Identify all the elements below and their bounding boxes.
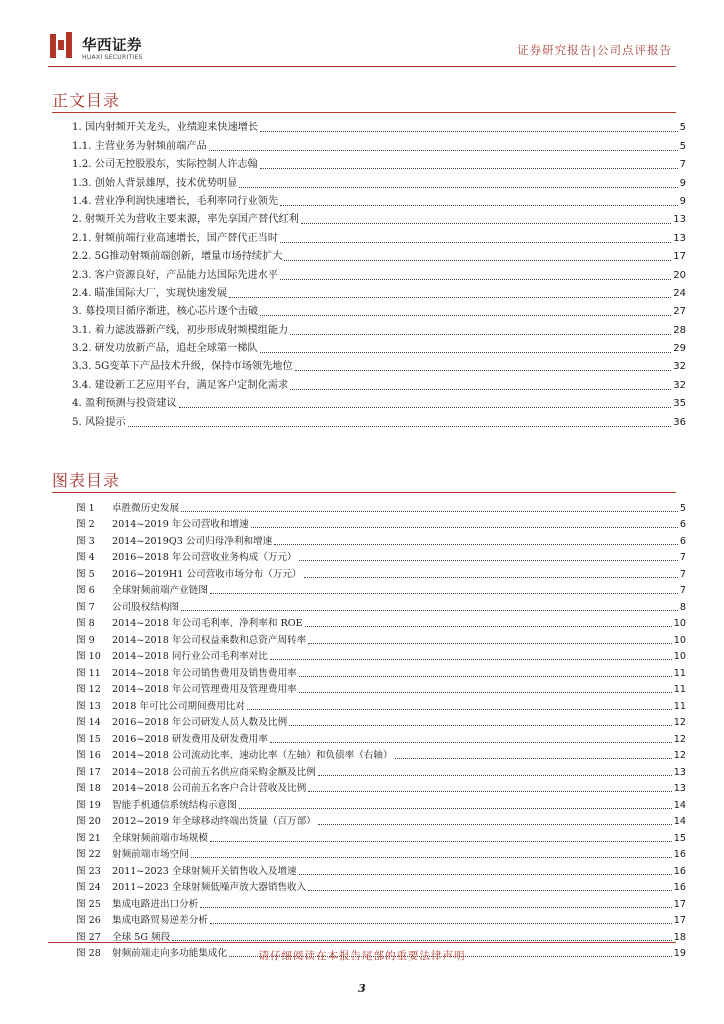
figure-item[interactable] bbox=[76, 498, 686, 515]
figure-title: 2014~2018 同行业公司毛利率对比 bbox=[112, 651, 268, 662]
figure-leader-dots bbox=[251, 527, 678, 528]
figure-title: 2018 年可比公司期间费用比对 bbox=[112, 700, 245, 712]
figure-title: 2012~2019 年全球移动终端出货量（百万部） bbox=[112, 816, 316, 827]
toc-item-title: 2.1. 射频前端行业高速增长，国产替代正当时 bbox=[72, 232, 279, 244]
figure-title: 2016~2018 年公司营收业务构成（万元） bbox=[112, 552, 297, 563]
toc-item-page: 35 bbox=[673, 398, 686, 410]
figure-label: 图 27 bbox=[76, 931, 101, 943]
figure-leader-dots bbox=[304, 577, 678, 578]
toc-item-title: 2.2. 5G推动射频前端创新，增量市场持续扩大 bbox=[72, 251, 283, 263]
figure-leader-dots bbox=[308, 791, 672, 792]
toc-item-page: 7 bbox=[679, 159, 686, 171]
figure-leader-dots bbox=[305, 626, 672, 627]
figure-item[interactable] bbox=[76, 614, 686, 631]
toc-title: 正文目录 bbox=[52, 91, 121, 110]
figure-leader-dots bbox=[247, 709, 672, 710]
figure-leader-dots bbox=[308, 643, 672, 644]
toc-leader-dots bbox=[301, 223, 671, 224]
toc-item-page: 20 bbox=[673, 269, 686, 281]
toc-item-title: 1. 国内射频开关龙头，业绩迎来快速增长 bbox=[72, 122, 259, 134]
figure-page: 18 bbox=[673, 931, 686, 943]
figure-leader-dots bbox=[181, 610, 678, 611]
figure-leader-dots bbox=[239, 808, 672, 809]
figure-title: 2014~2018 年公司毛利率、净利率和 ROE bbox=[112, 618, 303, 629]
toc-leader-dots bbox=[284, 260, 671, 261]
figure-item[interactable] bbox=[76, 878, 686, 895]
toc-item-page: 32 bbox=[673, 361, 686, 373]
figure-label: 图 24 bbox=[76, 882, 101, 893]
toc-item[interactable] bbox=[72, 283, 686, 301]
toc-leader-dots bbox=[290, 334, 671, 335]
figure-leader-dots bbox=[299, 692, 672, 693]
figure-title: 2014~2018 公司流动比率、速动比率（左轴）和负债率（右轴） bbox=[112, 750, 393, 761]
figure-item[interactable] bbox=[76, 828, 686, 845]
figure-label: 图 11 bbox=[76, 667, 101, 679]
figure-leader-dots bbox=[270, 742, 672, 743]
toc-item[interactable] bbox=[72, 154, 686, 172]
toc-leader-dots bbox=[128, 426, 672, 427]
figure-label: 图 23 bbox=[76, 865, 101, 877]
toc-leader-dots bbox=[209, 150, 678, 151]
figure-item[interactable] bbox=[76, 861, 686, 878]
toc-item-page: 36 bbox=[673, 416, 686, 428]
figure-title: 全球射频前端产业链图 bbox=[112, 585, 208, 596]
figure-page: 15 bbox=[673, 832, 686, 844]
figure-item[interactable] bbox=[76, 597, 686, 614]
toc-item-title: 3. 募投项目循序渐进，核心芯片逐个击破 bbox=[72, 306, 259, 318]
toc-item[interactable] bbox=[72, 338, 686, 356]
figure-leader-dots bbox=[191, 857, 672, 858]
figure-leader-dots bbox=[308, 890, 672, 891]
figure-label: 图 7 bbox=[76, 601, 95, 613]
figure-leader-dots bbox=[210, 841, 672, 842]
toc-item[interactable] bbox=[72, 393, 686, 411]
figure-leader-dots bbox=[181, 511, 678, 512]
figure-title: 全球 5G 频段 bbox=[112, 931, 171, 943]
figure-page: 7 bbox=[679, 585, 686, 596]
footer-divider bbox=[48, 942, 676, 943]
figure-leader-dots bbox=[270, 659, 672, 660]
figure-label: 图 4 bbox=[76, 552, 95, 563]
toc-item-title: 3.2. 研发功放新产品，追赶全球第一梯队 bbox=[72, 343, 258, 355]
toc-item-page: 17 bbox=[673, 251, 686, 263]
figure-title: 集成电路进出口分析 bbox=[112, 898, 199, 910]
figure-leader-dots bbox=[289, 725, 672, 726]
figure-title: 2014~2019 年公司营收和增速 bbox=[112, 519, 249, 530]
figure-page: 16 bbox=[673, 865, 686, 877]
figure-item[interactable] bbox=[76, 746, 686, 763]
toc-leader-dots bbox=[280, 205, 678, 206]
figure-label: 图 22 bbox=[76, 849, 101, 860]
figure-label: 图 16 bbox=[76, 750, 101, 761]
figure-label: 图 17 bbox=[76, 766, 101, 778]
toc-item-title: 2.4. 瞄准国际大厂，实现快速发展 bbox=[72, 287, 228, 299]
figure-leader-dots bbox=[200, 907, 671, 908]
figure-title: 智能手机通信系统结构示意图 bbox=[112, 799, 237, 811]
figure-leader-dots bbox=[274, 544, 678, 545]
toc-item-page: 13 bbox=[673, 214, 686, 226]
figure-item[interactable] bbox=[76, 845, 686, 862]
toc-leader-dots bbox=[179, 407, 672, 408]
figure-title: 射频前端市场空间 bbox=[112, 849, 189, 860]
figure-label: 图 5 bbox=[76, 568, 95, 580]
toc-item-title: 5. 风险提示 bbox=[72, 416, 126, 428]
figure-page: 11 bbox=[673, 684, 686, 695]
figure-label: 图 20 bbox=[76, 816, 101, 827]
figure-leader-dots bbox=[299, 560, 678, 561]
figure-label: 图 3 bbox=[76, 535, 95, 547]
toc-item[interactable] bbox=[72, 411, 686, 429]
toc-item-title: 1.3. 创始人背景雄厚，技术优势明显 bbox=[72, 177, 238, 189]
figure-item[interactable] bbox=[76, 515, 686, 532]
toc-item-page: 5 bbox=[679, 140, 686, 152]
toc-item[interactable] bbox=[72, 374, 686, 392]
legal-notice: 请仔细阅读在本报告尾部的重要法律声明 bbox=[258, 950, 466, 962]
toc-item[interactable] bbox=[72, 356, 686, 374]
figure-title: 2016~2018 年公司研发人员人数及比例 bbox=[112, 717, 288, 728]
figure-title: 射频前端走向多功能集成化 bbox=[112, 948, 228, 959]
toc-leader-dots bbox=[239, 187, 677, 188]
figure-page: 19 bbox=[673, 948, 686, 959]
figure-title: 2011~2023 全球射频开关销售收入及增速 bbox=[112, 865, 297, 877]
figure-title: 2014~2018 公司前五名客户合计营收及比例 bbox=[112, 783, 307, 794]
figure-label: 图 10 bbox=[76, 651, 101, 662]
figure-leader-dots bbox=[299, 676, 672, 677]
figure-leader-dots bbox=[395, 758, 672, 759]
toc-leader-dots bbox=[260, 352, 672, 353]
header-divider bbox=[48, 66, 676, 67]
figure-page: 17 bbox=[673, 898, 686, 910]
figure-item[interactable] bbox=[76, 531, 686, 548]
figure-page: 8 bbox=[679, 601, 686, 613]
figure-title: 2014~2019Q3 公司归母净利和增速 bbox=[112, 535, 273, 547]
toc-item-page: 28 bbox=[673, 324, 686, 336]
figure-leader-dots bbox=[299, 874, 672, 875]
toc-item[interactable] bbox=[72, 172, 686, 190]
figure-label: 图 6 bbox=[76, 585, 95, 596]
figure-leader-dots bbox=[172, 940, 672, 941]
brand-name-en: HUAXI SECURITIES bbox=[82, 54, 143, 61]
toc-leader-dots bbox=[260, 315, 671, 316]
figure-page: 11 bbox=[673, 667, 686, 679]
figures-list bbox=[76, 498, 686, 960]
figure-leader-dots bbox=[210, 593, 678, 594]
toc-title-divider bbox=[52, 112, 676, 113]
figure-label: 图 1 bbox=[76, 502, 95, 514]
figure-page: 17 bbox=[673, 915, 686, 926]
toc-item[interactable] bbox=[72, 227, 686, 245]
toc-leader-dots bbox=[280, 242, 671, 243]
figure-item[interactable] bbox=[76, 564, 686, 581]
toc-leader-dots bbox=[290, 389, 671, 390]
figure-page: 14 bbox=[673, 799, 686, 811]
toc-item-title: 1.4. 营业净利润快速增长，毛利率同行业领先 bbox=[72, 195, 279, 207]
toc-item[interactable] bbox=[72, 264, 686, 282]
toc-item[interactable] bbox=[72, 117, 686, 135]
figure-item[interactable] bbox=[76, 713, 686, 730]
figure-page: 12 bbox=[673, 717, 686, 728]
figure-page: 10 bbox=[673, 651, 686, 662]
figure-label: 图 25 bbox=[76, 898, 101, 910]
figure-page: 12 bbox=[673, 733, 686, 745]
figure-item[interactable] bbox=[76, 795, 686, 812]
figure-leader-dots bbox=[210, 923, 672, 924]
figure-page: 12 bbox=[673, 750, 686, 761]
figure-label: 图 19 bbox=[76, 799, 101, 811]
toc-leader-dots bbox=[280, 279, 671, 280]
toc-item[interactable] bbox=[72, 319, 686, 337]
figure-page: 10 bbox=[673, 618, 686, 629]
figure-item[interactable] bbox=[76, 630, 686, 647]
figure-page: 13 bbox=[673, 766, 686, 778]
toc-leader-dots bbox=[260, 131, 677, 132]
figure-title: 2014~2018 公司前五名供应商采购金额及比例 bbox=[112, 766, 316, 778]
toc-item-page: 24 bbox=[673, 287, 686, 299]
figure-item[interactable] bbox=[76, 762, 686, 779]
figures-title-divider bbox=[52, 492, 676, 493]
toc-item-page: 29 bbox=[673, 343, 686, 355]
figure-leader-dots bbox=[318, 824, 672, 825]
toc-item-page: 27 bbox=[673, 306, 686, 318]
toc-leader-dots bbox=[260, 168, 678, 169]
figure-page: 6 bbox=[679, 519, 686, 530]
figure-label: 图 28 bbox=[76, 948, 101, 959]
figure-title: 公司股权结构图 bbox=[112, 601, 180, 613]
figure-page: 7 bbox=[679, 552, 686, 563]
toc-item-title: 2. 射频开关为营收主要来源，率先享国产替代红利 bbox=[72, 214, 299, 226]
figure-page: 16 bbox=[673, 849, 686, 860]
figure-title: 2014~2018 年公司销售费用及销售费用率 bbox=[112, 667, 297, 679]
figure-title: 2014~2018 年公司权益乘数和总资产周转率 bbox=[112, 634, 307, 646]
page-number: 3 bbox=[358, 982, 366, 995]
toc-item[interactable] bbox=[72, 209, 686, 227]
toc-item-title: 1.2. 公司无控股股东，实际控制人许志翰 bbox=[72, 159, 258, 171]
figure-label: 图 8 bbox=[76, 618, 95, 629]
figure-title: 2014~2018 年公司管理费用及管理费用率 bbox=[112, 684, 297, 695]
figure-item[interactable] bbox=[76, 548, 686, 565]
figure-label: 图 26 bbox=[76, 915, 101, 926]
toc-item-page: 13 bbox=[673, 232, 686, 244]
figure-page: 13 bbox=[673, 783, 686, 794]
figure-item[interactable] bbox=[76, 647, 686, 664]
toc-item-page: 9 bbox=[679, 195, 686, 207]
figure-label: 图 12 bbox=[76, 684, 101, 695]
figure-page: 10 bbox=[673, 634, 686, 646]
figure-item[interactable] bbox=[76, 894, 686, 911]
figure-label: 图 15 bbox=[76, 733, 101, 745]
toc-item[interactable] bbox=[72, 301, 686, 319]
toc-item[interactable] bbox=[72, 246, 686, 264]
report-type: 证券研究报告|公司点评报告 bbox=[517, 43, 672, 57]
page-header bbox=[0, 0, 724, 72]
figure-item[interactable] bbox=[76, 663, 686, 680]
figure-item[interactable] bbox=[76, 581, 686, 598]
figure-title: 集成电路贸易逆差分析 bbox=[112, 915, 208, 926]
toc-item-title: 3.1. 着力滤波器新产线，初步形成射频模组能力 bbox=[72, 324, 289, 336]
toc-item[interactable] bbox=[72, 191, 686, 209]
toc-item-title: 2.3. 客户资源良好，产品能力达国际先进水平 bbox=[72, 269, 279, 281]
toc-item-page: 5 bbox=[679, 122, 686, 134]
figure-page: 14 bbox=[673, 816, 686, 827]
figure-item[interactable] bbox=[76, 680, 686, 697]
toc-item-title: 3.4. 建设新工艺应用平台，满足客户定制化需求 bbox=[72, 379, 289, 391]
brand-name-cn: 华西证券 bbox=[82, 38, 142, 54]
toc-item-title: 3.3. 5G变革下产品技术升级，保持市场领先地位 bbox=[72, 361, 293, 373]
figure-label: 图 21 bbox=[76, 832, 101, 844]
toc-leader-dots bbox=[295, 370, 672, 371]
figure-item[interactable] bbox=[76, 729, 686, 746]
figure-page: 11 bbox=[673, 700, 686, 712]
figure-page: 5 bbox=[679, 502, 686, 514]
toc-leader-dots bbox=[229, 297, 671, 298]
figure-label: 图 2 bbox=[76, 519, 95, 530]
toc-item-page: 9 bbox=[679, 177, 686, 189]
figure-label: 图 13 bbox=[76, 700, 101, 712]
figure-item[interactable] bbox=[76, 911, 686, 928]
figure-title: 卓胜微历史发展 bbox=[112, 502, 180, 514]
toc-item[interactable] bbox=[72, 135, 686, 153]
toc-item-title: 1.1. 主营业务为射频前端产品 bbox=[72, 140, 207, 152]
figure-item[interactable] bbox=[76, 812, 686, 829]
figure-label: 图 18 bbox=[76, 783, 101, 794]
figure-page: 6 bbox=[679, 535, 686, 547]
figures-title: 图表目录 bbox=[52, 471, 121, 490]
figure-label: 图 14 bbox=[76, 717, 101, 728]
figure-leader-dots bbox=[318, 775, 672, 776]
figure-title: 2016~2019H1 公司营收市场分布（万元） bbox=[112, 568, 302, 580]
toc-list bbox=[72, 117, 686, 430]
figure-page: 7 bbox=[679, 568, 686, 580]
figure-label: 图 9 bbox=[76, 634, 95, 646]
figure-item[interactable] bbox=[76, 696, 686, 713]
toc-item-title: 4. 盈利预测与投资建议 bbox=[72, 398, 177, 410]
toc-item-page: 32 bbox=[673, 379, 686, 391]
huaxi-logo-icon bbox=[48, 30, 76, 60]
figure-page: 16 bbox=[673, 882, 686, 893]
figure-title: 全球射频前端市场规模 bbox=[112, 832, 208, 844]
figure-item[interactable] bbox=[76, 779, 686, 796]
figure-title: 2011~2023 全球射频低噪声放大器销售收入 bbox=[112, 882, 307, 893]
figure-title: 2016~2018 研发费用及研发费用率 bbox=[112, 733, 268, 745]
